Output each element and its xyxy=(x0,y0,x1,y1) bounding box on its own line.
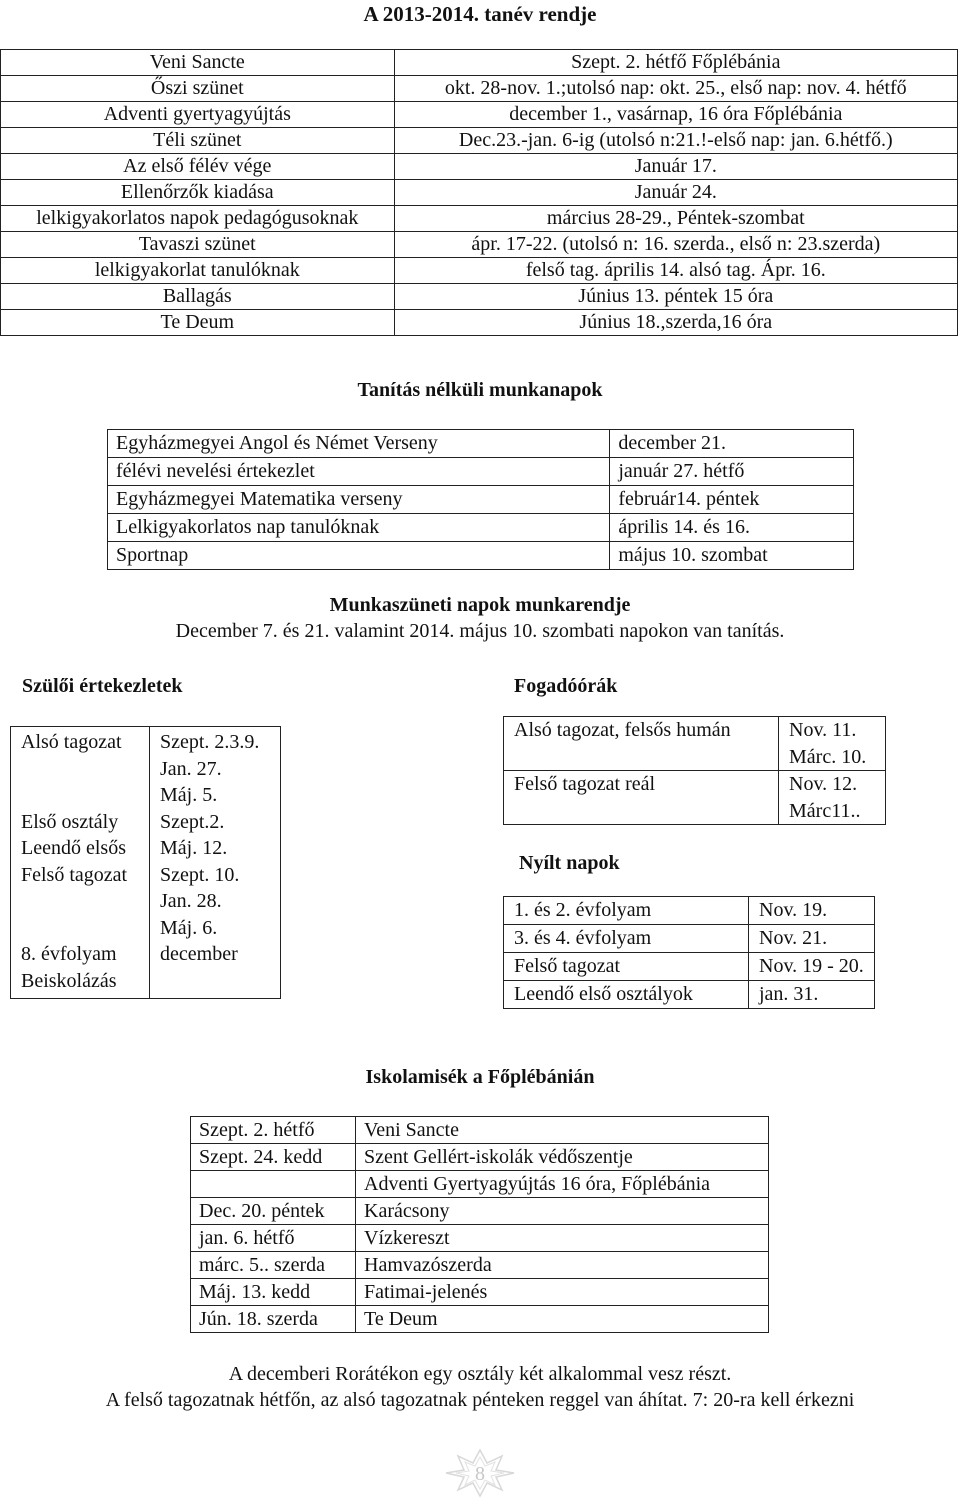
event-cell: félévi nevelési értekezlet xyxy=(108,458,610,486)
table-row xyxy=(1,232,958,258)
date-line: Nov. 11. xyxy=(789,719,857,741)
table-row xyxy=(504,717,886,771)
event-cell: Karácsony xyxy=(356,1198,769,1225)
group-cell: Alsó tagozat, felsős humán xyxy=(504,717,779,771)
date-cell: Nov. 19 - 20. xyxy=(749,953,875,981)
event-cell: Sportnap xyxy=(108,542,610,570)
table-row xyxy=(191,1144,769,1171)
date-cell: Január 24. xyxy=(394,180,957,206)
office-hours-heading: Fogadóórák xyxy=(514,675,618,697)
dates-cell xyxy=(150,941,281,999)
event-cell: Ellenőrzők kiadása xyxy=(1,180,395,206)
table-row xyxy=(11,862,281,942)
event-cell: Tavaszi szünet xyxy=(1,232,395,258)
date-cell: Június 18.,szerda,16 óra xyxy=(394,310,957,336)
table-row xyxy=(191,1279,769,1306)
group-cell: 1. és 2. évfolyam xyxy=(504,897,749,925)
group-line: 8. évfolyam xyxy=(21,943,117,965)
table-row xyxy=(108,514,854,542)
date-cell: Nov. 21. xyxy=(749,925,875,953)
page-number-text: 8 xyxy=(475,1463,485,1485)
office-hours-table xyxy=(503,716,886,825)
dates-cell xyxy=(779,771,886,825)
event-cell: Ballagás xyxy=(1,284,395,310)
group-line xyxy=(21,756,139,783)
group-line xyxy=(21,782,139,809)
event-cell: Te Deum xyxy=(356,1306,769,1333)
table-row xyxy=(504,771,886,825)
open-days-table xyxy=(503,896,875,1009)
table-row xyxy=(1,50,958,76)
group-cell: Első osztály xyxy=(11,809,150,836)
date-line xyxy=(160,968,270,995)
date-cell: felső tag. április 14. alsó tag. Ápr. 16. xyxy=(394,258,957,284)
event-cell: lelkigyakorlat tanulóknak xyxy=(1,258,395,284)
table-row xyxy=(1,128,958,154)
group-line xyxy=(21,915,139,942)
event-cell: Fatimai-jelenés xyxy=(356,1279,769,1306)
date-line: Máj. 6. xyxy=(160,916,218,939)
table-row xyxy=(191,1252,769,1279)
footer-line-1: A decemberi Rorátékon egy osztály két alkalommal vesz részt. xyxy=(228,1363,732,1385)
date-cell: jan. 6. hétfő xyxy=(191,1225,356,1252)
table-row xyxy=(191,1198,769,1225)
event-cell: Szent Gellért-iskolák védőszentje xyxy=(356,1144,769,1171)
date-cell: Jún. 18. szerda xyxy=(191,1306,356,1333)
date-cell: márc. 5.. szerda xyxy=(191,1252,356,1279)
table-row xyxy=(1,180,958,206)
group-cell: Felső tagozat reál xyxy=(504,771,779,825)
date-cell: Június 13. péntek 15 óra xyxy=(394,284,957,310)
date-cell: január 27. hétfő xyxy=(610,458,854,486)
table-row xyxy=(191,1171,769,1198)
open-days-heading: Nyílt napok xyxy=(519,852,620,874)
event-cell: Téli szünet xyxy=(1,128,395,154)
table-row xyxy=(504,981,875,1009)
event-cell: Hamvazószerda xyxy=(356,1252,769,1279)
group-line xyxy=(21,888,139,915)
event-cell: Te Deum xyxy=(1,310,395,336)
group-line: Beiskolázás xyxy=(21,969,117,992)
event-cell: Adventi Gyertyagyújtás 16 óra, Főplébánia xyxy=(356,1171,769,1198)
non-teaching-table xyxy=(107,429,854,570)
event-cell: Veni Sancte xyxy=(356,1117,769,1144)
date-line: Jan. 28. xyxy=(160,890,222,912)
table-row xyxy=(504,925,875,953)
event-cell: Egyházmegyei Angol és Német Verseny xyxy=(108,430,610,458)
date-line: Szept. 2.3.9. xyxy=(160,731,260,753)
table-row xyxy=(108,458,854,486)
table-row xyxy=(1,102,958,128)
table-row xyxy=(191,1117,769,1144)
holidays-heading: Munkaszüneti napok munkarendje xyxy=(329,594,631,616)
dates-cell: Máj. 12. xyxy=(150,835,281,862)
dates-cell xyxy=(150,862,281,942)
date-line: Szept. 10. xyxy=(160,863,240,886)
schedule-body xyxy=(1,50,958,336)
table-row xyxy=(1,206,958,232)
event-cell: Adventi gyertyagyújtás xyxy=(1,102,395,128)
date-line: Jan. 27. xyxy=(160,757,222,780)
event-cell: Őszi szünet xyxy=(1,76,395,102)
date-cell: május 10. szombat xyxy=(610,542,854,570)
event-cell: Veni Sancte xyxy=(1,50,395,76)
table-row xyxy=(1,76,958,102)
date-cell xyxy=(191,1171,356,1198)
star-ornament-icon xyxy=(430,1448,530,1498)
date-line: Nov. 12. xyxy=(789,773,858,795)
date-cell: Dec.23.-jan. 6-ig (utolsó n:21.!-első nap: jan. 6.hétfő.) xyxy=(394,128,957,154)
open-days-body xyxy=(504,897,875,1009)
date-cell: Máj. 13. kedd xyxy=(191,1279,356,1306)
event-cell: Vízkereszt xyxy=(356,1225,769,1252)
dates-cell xyxy=(150,727,281,809)
masses-table xyxy=(190,1116,769,1333)
table-row xyxy=(1,310,958,336)
table-row xyxy=(504,953,875,981)
masses-heading: Iskolamisék a Főplébánián xyxy=(365,1066,595,1088)
date-cell: Nov. 19. xyxy=(749,897,875,925)
group-cell: Felső tagozat xyxy=(504,953,749,981)
table-row xyxy=(11,941,281,999)
parent-meetings-body xyxy=(11,727,281,999)
table-row xyxy=(191,1306,769,1333)
table-row xyxy=(191,1225,769,1252)
date-cell: Dec. 20. péntek xyxy=(191,1198,356,1225)
non-teaching-body xyxy=(108,430,854,570)
event-cell: Az első félév vége xyxy=(1,154,395,180)
group-cell xyxy=(11,862,150,942)
event-cell: Egyházmegyei Matematika verseny xyxy=(108,486,610,514)
date-line: Márc11.. xyxy=(789,799,861,822)
date-cell: Szept. 2. hétfő xyxy=(191,1117,356,1144)
group-cell xyxy=(11,941,150,999)
holidays-text: December 7. és 21. valamint 2014. május 10. szombati napokon van tanítás. xyxy=(175,620,785,642)
parent-meetings-heading: Szülői értekezletek xyxy=(22,675,183,697)
table-row xyxy=(108,542,854,570)
dates-cell: Szept.2. xyxy=(150,809,281,836)
schedule-table xyxy=(0,49,958,336)
table-row xyxy=(108,430,854,458)
date-cell: december 21. xyxy=(610,430,854,458)
table-row xyxy=(11,835,281,862)
date-cell: Szept. 24. kedd xyxy=(191,1144,356,1171)
footer-line-2: A felső tagozatnak hétfőn, az alsó tagozatnak pénteken reggel van áhítat. 7: 20-ra kell érkezni xyxy=(105,1389,855,1411)
dates-cell xyxy=(779,717,886,771)
table-row xyxy=(11,727,281,809)
date-cell: március 28-29., Péntek-szombat xyxy=(394,206,957,232)
event-cell: lelkigyakorlatos napok pedagógusoknak xyxy=(1,206,395,232)
group-line: Alsó tagozat xyxy=(21,731,122,753)
table-row xyxy=(1,154,958,180)
table-row xyxy=(11,809,281,836)
table-row xyxy=(1,284,958,310)
group-cell xyxy=(11,727,150,809)
group-cell: 3. és 4. évfolyam xyxy=(504,925,749,953)
non-teaching-heading: Tanítás nélküli munkanapok xyxy=(357,379,603,401)
event-cell: Lelkigyakorlatos nap tanulóknak xyxy=(108,514,610,542)
parent-meetings-table xyxy=(10,726,281,999)
group-cell: Leendő első osztályok xyxy=(504,981,749,1009)
date-cell: Január 17. xyxy=(394,154,957,180)
date-cell: április 14. és 16. xyxy=(610,514,854,542)
date-line: Máj. 5. xyxy=(160,784,218,806)
page-title: A 2013-2014. tanév rendje xyxy=(363,2,597,26)
date-cell: Szept. 2. hétfő Főplébánia xyxy=(394,50,957,76)
date-cell: ápr. 17-22. (utolsó n: 16. szerda., első n: 23.szerda) xyxy=(394,232,957,258)
date-cell: okt. 28-nov. 1.;utolsó nap: okt. 25., első nap: nov. 4. hétfő xyxy=(394,76,957,102)
group-line: Felső tagozat xyxy=(21,863,128,886)
date-line: december xyxy=(160,943,238,965)
group-cell: Leendő elsős xyxy=(11,835,150,862)
table-row xyxy=(504,897,875,925)
office-hours-body xyxy=(504,717,886,825)
table-row xyxy=(1,258,958,284)
page-number xyxy=(430,1448,530,1498)
table-row xyxy=(108,486,854,514)
masses-body xyxy=(191,1117,769,1333)
date-cell: december 1., vasárnap, 16 óra Főplébánia xyxy=(394,102,957,128)
date-cell: jan. 31. xyxy=(749,981,875,1009)
date-line: Márc. 10. xyxy=(789,745,867,768)
date-cell: február14. péntek xyxy=(610,486,854,514)
